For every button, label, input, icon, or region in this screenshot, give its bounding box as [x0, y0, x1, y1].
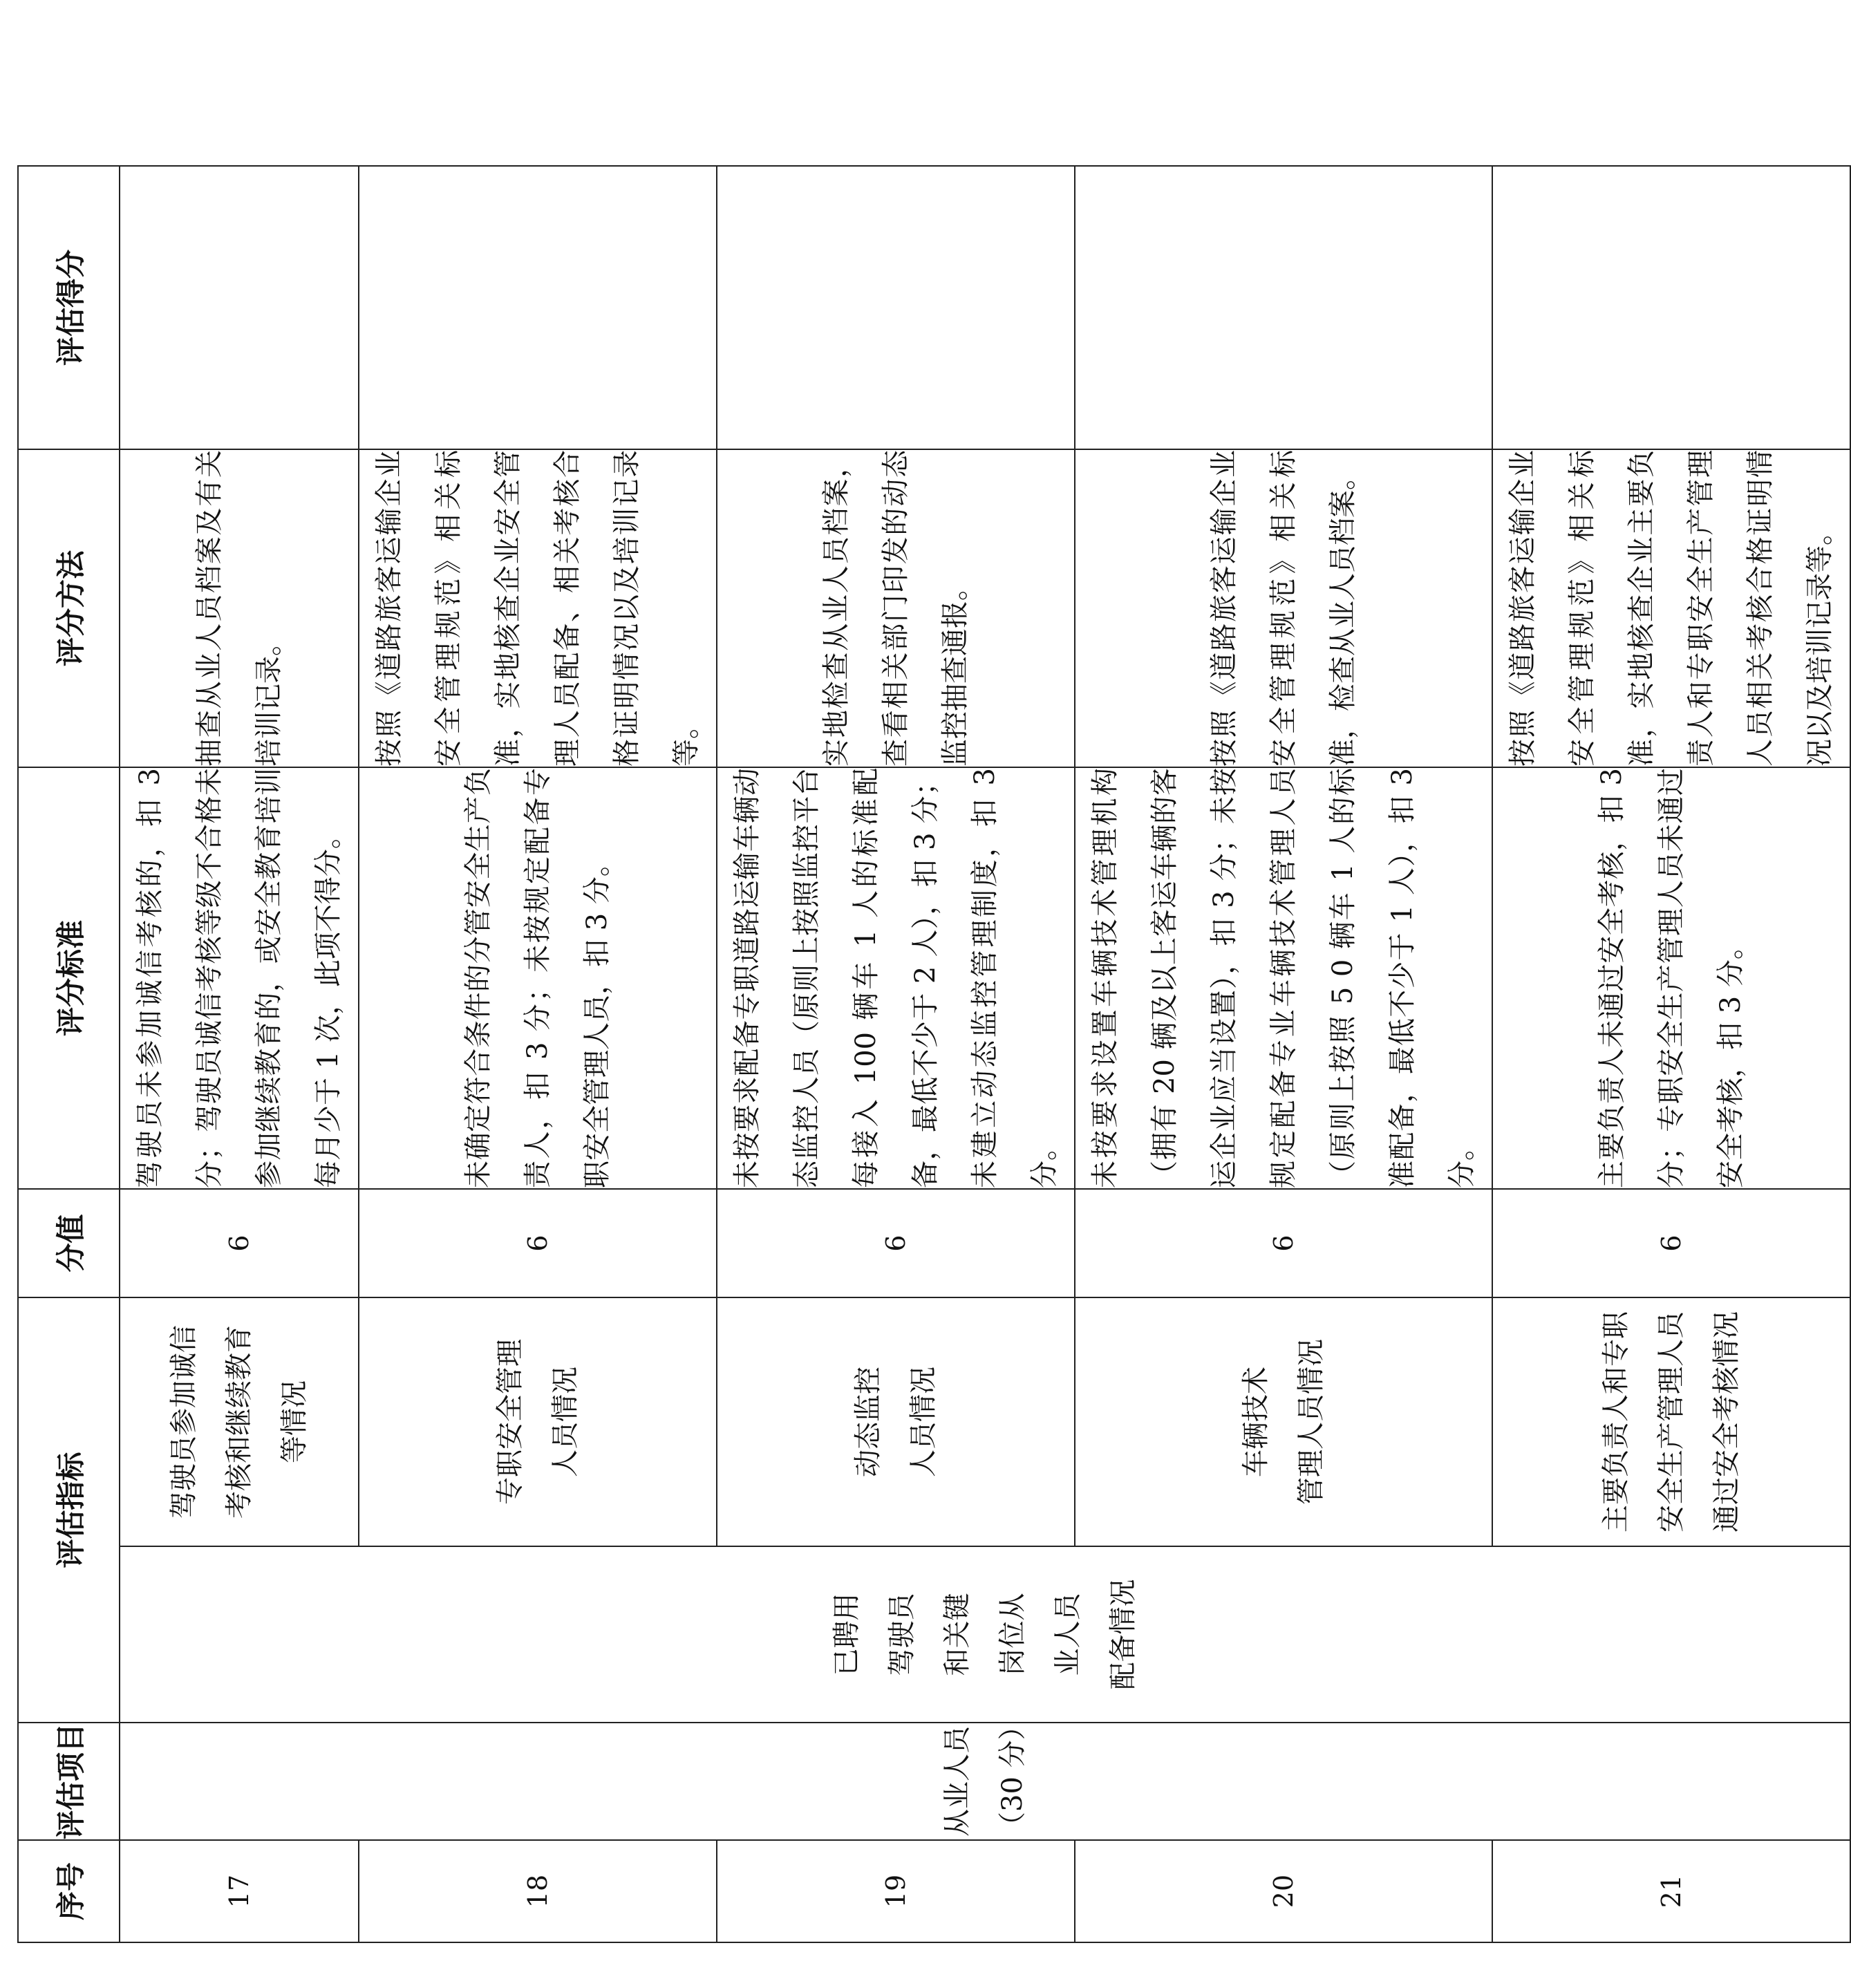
row-seq: 20 — [1075, 1840, 1492, 1942]
subcategory-line: 配备情况 — [1107, 1579, 1139, 1690]
row-seq: 18 — [359, 1840, 717, 1942]
row-result — [359, 166, 717, 449]
indicator-line: 等情况 — [279, 1380, 310, 1463]
row-result — [717, 166, 1075, 449]
row-method: 抽查从业人员档案及有关培训记录。 — [120, 449, 359, 767]
row-indicator — [717, 1297, 1075, 1546]
header-score-value: 分值 — [18, 1189, 120, 1297]
header-indicator: 评估指标 — [18, 1297, 120, 1723]
header-row — [18, 166, 120, 1942]
row-method: 按照《道路旅客运输企业安全管理规范》相关标准，实地核查企业安全管理人员配备、相关考核合格证明情况以及培训记录等。 — [359, 449, 717, 767]
row-indicator — [1492, 1297, 1850, 1546]
subcategory-cell — [120, 1546, 1850, 1723]
indicator-line: 车辆技术 — [1240, 1367, 1272, 1477]
subcategory-line: 业人员 — [1052, 1593, 1084, 1676]
row-indicator — [120, 1297, 359, 1546]
row-indicator — [1075, 1297, 1492, 1546]
subcategory-line: 和关键 — [941, 1593, 973, 1676]
row-standard: 未确定符合条件的分管安全生产负责人，扣 3 分；未按规定配备专职安全管理人员，扣 3 分。 — [359, 767, 717, 1189]
row-seq: 19 — [717, 1840, 1075, 1942]
project-points: （30 分） — [997, 1712, 1028, 1839]
row-standard: 未按要求配备专职道路运输车辆动态监控人员（原则上按照监控平台每接入 100 辆车 1 人的标准配备，最低不少于 2 人），扣 3 分；未建立动态监控管理制度，扣 3 分。 — [717, 767, 1075, 1189]
row-result — [120, 166, 359, 449]
row-standard: 未按要求设置车辆技术管理机构（拥有 20 辆及以上客运车辆的客运企业应当设置），扣 3 分；未按规定配备专业车辆技术管理人员（原则上按照 5 0 辆车 1 人的标准配备，最低不少于 1 人），扣 3 分。 — [1075, 767, 1492, 1189]
indicator-line: 驾驶员参加诚信 — [168, 1325, 200, 1519]
row-score: 6 — [1492, 1189, 1850, 1297]
row-result — [1075, 166, 1492, 449]
indicator-line: 动态监控 — [852, 1367, 884, 1477]
indicator-line: 人员情况 — [549, 1367, 581, 1477]
row-standard: 驾驶员未参加诚信考核的，扣 3 分；驾驶员诚信考核等级不合格未参加继续教育的，或安全教育培训每月少于 1 次，此项不得分。 — [120, 767, 359, 1189]
header-result: 评估得分 — [18, 166, 120, 449]
row-result — [1492, 166, 1850, 449]
row-seq: 21 — [1492, 1840, 1850, 1942]
project-cell — [120, 1712, 1850, 1840]
header-project: 评估项目 — [18, 1723, 120, 1840]
indicator-line: 人员情况 — [908, 1367, 939, 1477]
assessment-table — [17, 165, 1851, 1943]
subcategory-line: 已聘用 — [831, 1593, 863, 1676]
row-seq: 17 — [120, 1840, 359, 1942]
subcategory-line: 驾驶员 — [886, 1593, 918, 1676]
row-score: 6 — [1075, 1189, 1492, 1297]
row-method: 实地检查从业人员档案，查看相关部门印发的动态监控抽查通报。 — [717, 449, 1075, 767]
row-method: 按照《道路旅客运输企业安全管理规范》相关标准，实地核查企业主要负责人和专职安全生产管理人员相关考核合格证明情况以及培训记录等。 — [1492, 449, 1850, 767]
header-standard: 评分标准 — [18, 767, 120, 1189]
row-score: 6 — [717, 1189, 1075, 1297]
header-method: 评分方法 — [18, 449, 120, 767]
indicator-line: 管理人员情况 — [1295, 1339, 1327, 1505]
rotated-page — [0, 122, 1836, 1988]
indicator-line: 主要负责人和专职 — [1600, 1311, 1632, 1532]
row-score: 6 — [359, 1189, 717, 1297]
indicator-line: 安全生产管理人员 — [1655, 1311, 1687, 1532]
table-row — [120, 166, 359, 1942]
indicator-line: 通过安全考核情况 — [1711, 1311, 1742, 1532]
row-indicator — [359, 1297, 717, 1546]
indicator-line: 考核和继续教育 — [223, 1325, 255, 1519]
project-name: 从业人员 — [941, 1726, 973, 1837]
subcategory-line: 岗位从 — [997, 1593, 1028, 1676]
indicator-line: 专职安全管理 — [494, 1339, 526, 1505]
row-score: 6 — [120, 1189, 359, 1297]
row-standard: 主要负责人未通过安全考核，扣 3 分；专职安全生产管理人员未通过安全考核，扣 3 分。 — [1492, 767, 1850, 1189]
header-seq: 序号 — [18, 1840, 120, 1942]
row-method: 按照《道路旅客运输企业安全管理规范》相关标准，检查从业人员档案。 — [1075, 449, 1492, 767]
